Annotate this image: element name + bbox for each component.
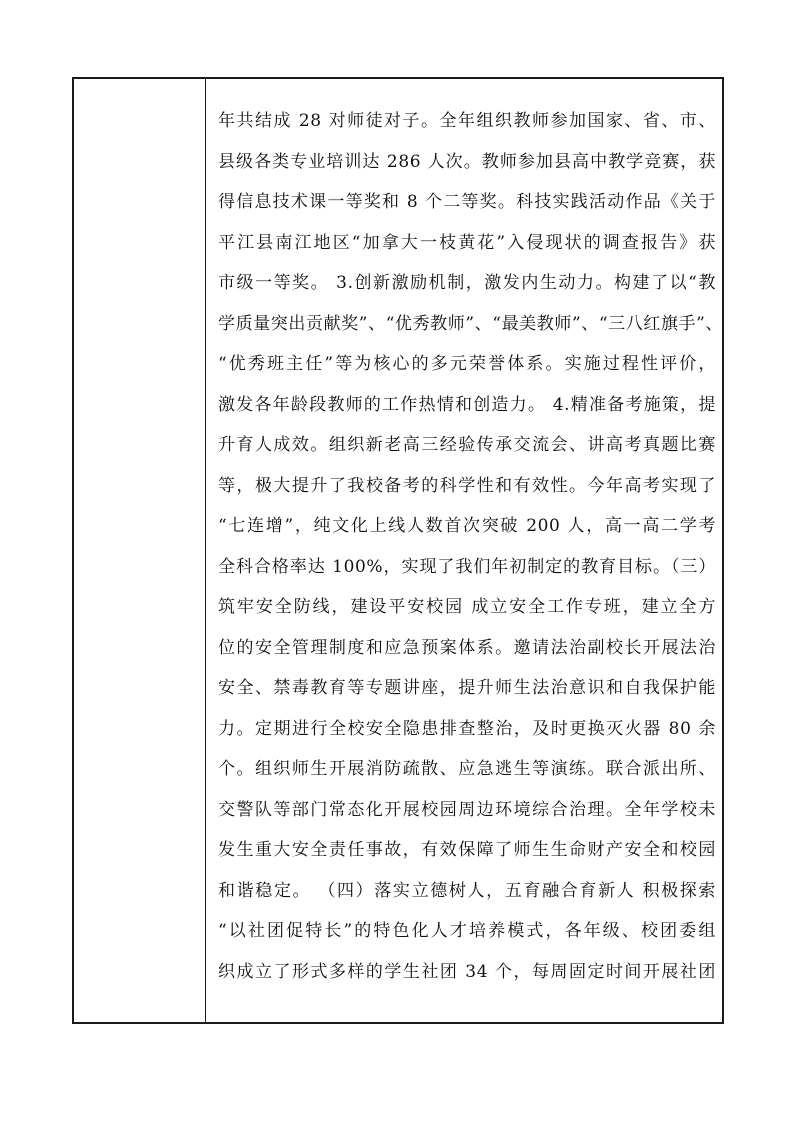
text-line: 发生重大安全责任事故，有效保障了师生生命财产安全和校园 — [218, 840, 716, 860]
text-line: 个。组织师生开展消防疏散、应急逃生等演练。联合派出所、 — [218, 759, 716, 779]
text-line: 激发各年龄段教师的工作热情和创造力。 4.精准备考施策，提 — [218, 394, 716, 415]
text-line: 升育人成效。组织新老高三经验传承交流会、讲高考真题比赛 — [218, 435, 716, 455]
text-line: “优秀班主任”等为核心的多元荣誉体系。实施过程性评价， — [218, 354, 716, 374]
text-line: 力。定期进行全校安全隐患排查整治，及时更换灭火器 80 余 — [218, 718, 716, 739]
text-line: 市级一等奖。 3.创新激励机制，激发内生动力。构建了以“教 — [218, 273, 716, 293]
text-line: 得信息技术课一等奖和 8 个二等奖。科技实践活动作品《关于 — [218, 192, 716, 212]
text-line: 学质量突出贡献奖”、“优秀教师”、“最美教师”、“三八红旗手”、 — [218, 313, 724, 334]
text-line: 等，极大提升了我校备考的科学性和有效性。今年高考实现了 — [218, 475, 716, 496]
text-line: 安全、禁毒教育等专题讲座，提升师生法治意识和自我保护能 — [218, 678, 716, 698]
text-line: 位的安全管理制度和应急预案体系。邀请法治副校长开展法治 — [218, 637, 716, 658]
text-line: 织成立了形式多样的学生社团 34 个，每周固定时间开展社团 — [218, 961, 716, 982]
text-line: 年共结成 28 对师徒对子。全年组织教师参加国家、省、市、 — [218, 111, 716, 131]
text-line: 全科合格率达 100%，实现了我们年初制定的教育目标。（三） — [218, 556, 716, 577]
text-line: 县级各类专业培训达 286 人次。教师参加县高中教学竞赛，获 — [218, 151, 716, 172]
text-line: “七连增”，纯文化上线人数首次突破 200 人，高一高二学考 — [218, 516, 716, 536]
text-line: “以社团促特长”的特色化人才培养模式，各年级、校团委组 — [218, 921, 716, 941]
text-line: 和谐稳定。 （四）落实立德树人，五育融合育新人 积极探索 — [218, 880, 716, 901]
table-right-cell — [207, 79, 722, 1022]
body-paragraph — [218, 101, 724, 992]
text-line: 交警队等部门常态化开展校园周边环境综合治理。全年学校未 — [218, 799, 716, 820]
text-line: 平江县南江地区“加拿大一枝黄花”入侵现状的调查报告》获 — [218, 232, 716, 253]
document-table — [72, 77, 724, 1024]
text-line: 筑牢安全防线，建设平安校园 成立安全工作专班，建立全方 — [218, 597, 716, 617]
table-left-cell — [74, 79, 206, 1022]
